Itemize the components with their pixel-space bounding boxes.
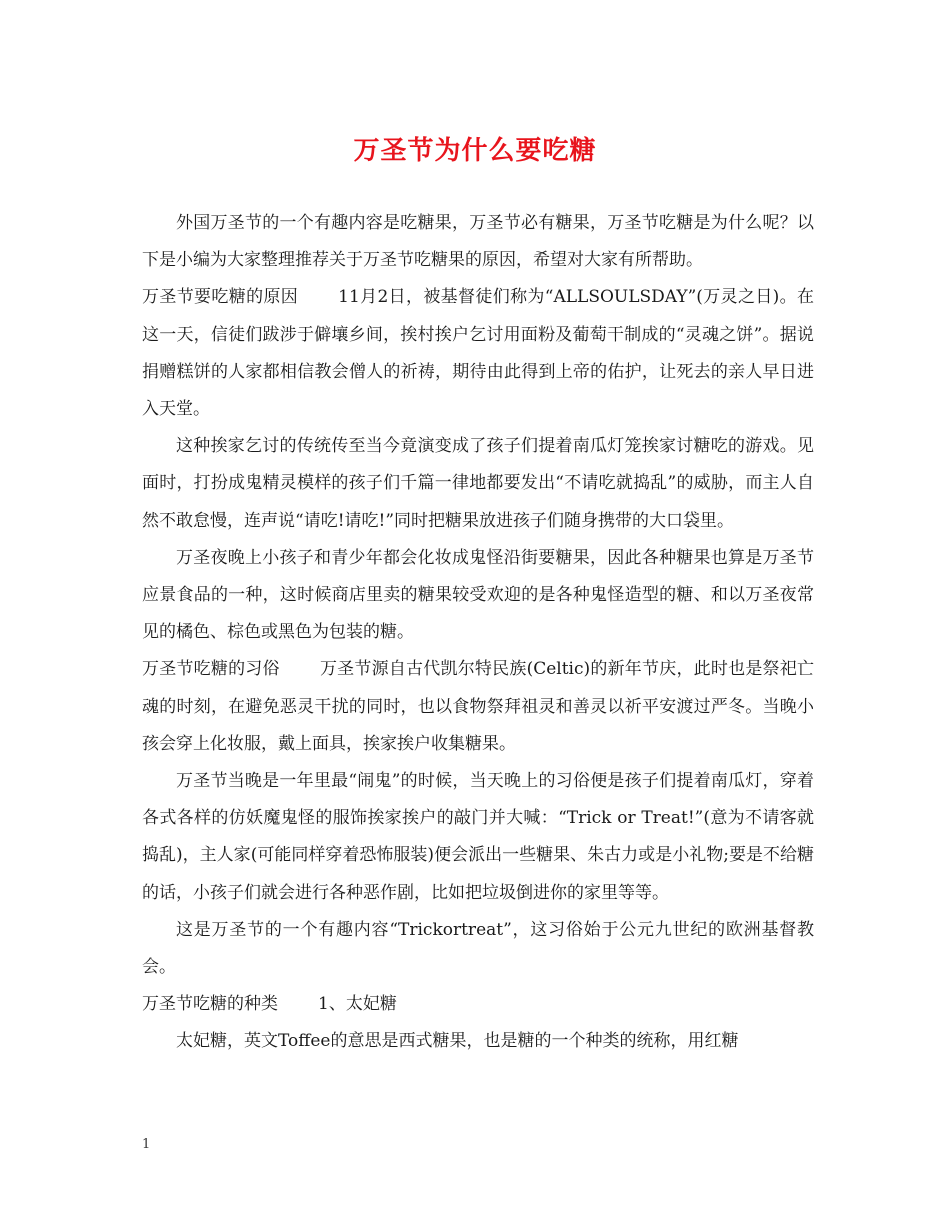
page-number: 1: [142, 1137, 151, 1152]
paragraph-intro: 外国万圣节的一个有趣内容是吃糖果，万圣节必有糖果，万圣节吃糖是为什么呢？以下是小编为大家整理推荐关于万圣节吃糖果的原因，希望对大家有所帮助。: [142, 213, 814, 271]
paragraph-reason: [142, 279, 814, 428]
section-heading-types: 万圣节吃糖的种类: [142, 994, 278, 1015]
section-text-custom: 万圣节源自古代凯尔特民族(Celtic)的新年节庆，此时也是祭祀亡魂的时刻，在避免恶灵干扰的同时，也以食物祭拜祖灵和善灵以祈平安渡过严冬。当晚小孩会穿上化妆服，戴上面具，挨家挨户收集糖果。: [142, 659, 814, 754]
paragraph-toffee: 太妃糖，英文Toffee的意思是西式糖果，也是糖的一个种类的统称，用红糖: [176, 1031, 739, 1052]
document-body: [142, 205, 814, 1061]
paragraph-trick: 这是万圣节的一个有趣内容“Trickortreat”，这习俗始于公元九世纪的欧洲基督教会。: [142, 919, 814, 978]
paragraph-tradition: 这种挨家乞讨的传统传至当今竟演变成了孩子们提着南瓜灯笼挨家讨糖吃的游戏。见面时，打扮成鬼精灵模样的孩子们千篇一律地都要发出“不请吃就捣乱”的威胁，而主人自然不敢怠慢，连声说“请吃!请吃!”同时把糖果放进孩子们随身携带的大口袋里。: [142, 436, 814, 531]
section-text-types: 1、太妃糖: [318, 994, 397, 1015]
paragraph-night: 万圣夜晚上小孩子和青少年都会化妆成鬼怪沿街要糖果，因此各种糖果也算是万圣节应景食品的一种，这时候商店里卖的糖果较受欢迎的是各种鬼怪造型的糖、和以万圣夜常见的橘色、棕色或黑色为包装的糖。: [142, 547, 814, 643]
section-heading-custom: 万圣节吃糖的习俗: [142, 659, 280, 680]
document-title: 万圣节为什么要吃糖: [353, 136, 597, 166]
paragraph-custom: [142, 651, 814, 763]
section-text-reason: 11月2日，被基督徒们称为“ALLSOULSDAY”(万灵之日)。在这一天，信徒们跋涉于僻壤乡间，挨村挨户乞讨用面粉及葡萄干制成的“灵魂之饼”。据说捐赠糕饼的人家都相信教会僧人的祈祷，期待由此得到上帝的佑护，让死去的亲人早日进入天堂。: [142, 287, 815, 420]
section-heading-reason: 万圣节要吃糖的原因: [142, 287, 299, 308]
paragraph-types: [142, 986, 814, 1023]
paragraph-evening: 万圣节当晚是一年里最“闹鬼”的时候，当天晚上的习俗便是孩子们提着南瓜灯，穿着各式各样的仿妖魔鬼怪的服饰挨家挨户的敲门并大喊：“Trick or Treat!”(意为不请客就捣乱)，主人家(可能同样穿着恐怖服装)便会派出一些糖果、朱古力或是小礼物;要是不给糖的话，小孩子们就会进行各种恶作剧，比如把垃圾倒进你的家里等等。: [142, 771, 814, 903]
